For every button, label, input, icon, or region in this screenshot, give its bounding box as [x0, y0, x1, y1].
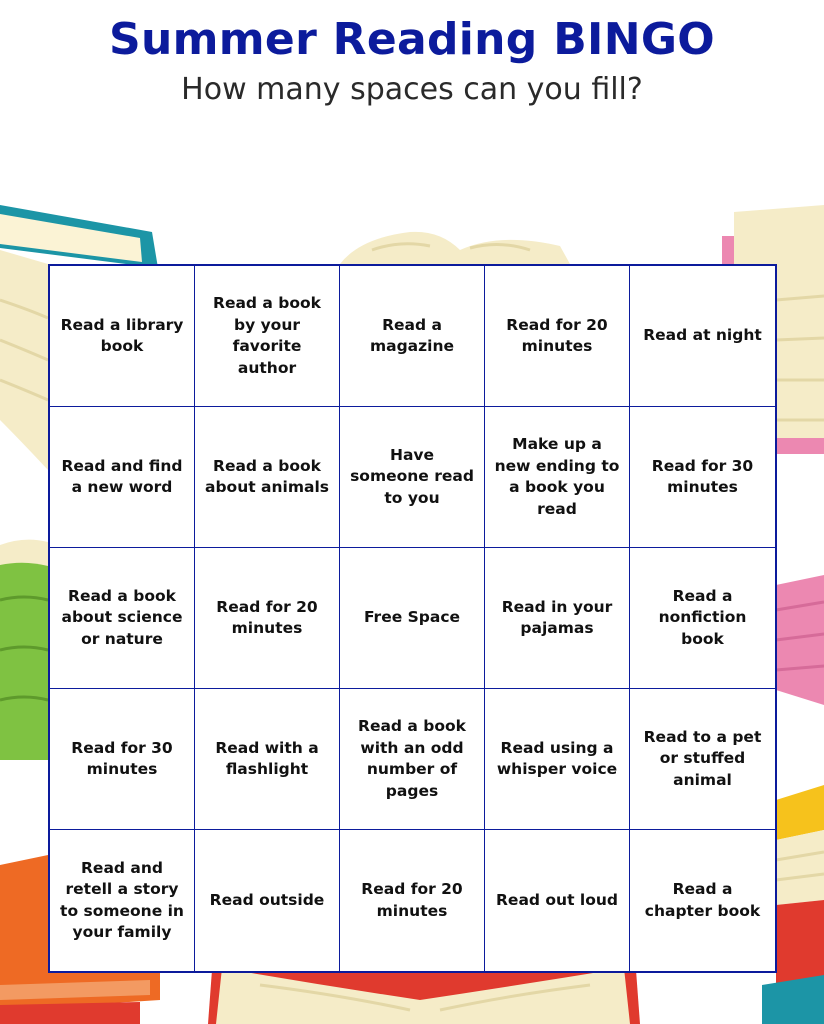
bingo-cell: Read and find a new word — [50, 407, 195, 548]
bingo-cell: Have someone read to you — [340, 407, 485, 548]
bingo-cell: Read a nonfiction book — [630, 548, 775, 689]
bingo-cell: Read a magazine — [340, 266, 485, 407]
bingo-cell: Read a book by your favorite author — [195, 266, 340, 407]
page-title: Summer Reading BINGO — [109, 14, 715, 65]
bingo-cell: Read for 20 minutes — [340, 830, 485, 971]
bingo-cell: Read a library book — [50, 266, 195, 407]
book-bottom-center-illustration — [208, 968, 640, 1024]
page-subtitle: How many spaces can you fill? — [181, 72, 643, 107]
bingo-cell: Read at night — [630, 266, 775, 407]
bingo-cell: Read a book about science or nature — [50, 548, 195, 689]
bingo-cell: Read using a whisper voice — [485, 689, 630, 830]
bingo-cell: Read a book with an odd number of pages — [340, 689, 485, 830]
bingo-cell: Read and retell a story to someone in your family — [50, 830, 195, 971]
bingo-cell: Read for 20 minutes — [485, 266, 630, 407]
bingo-board — [48, 264, 777, 973]
bingo-cell: Make up a new ending to a book you read — [485, 407, 630, 548]
bingo-cell: Read with a flashlight — [195, 689, 340, 830]
book-right-pink-illustration — [776, 575, 824, 705]
bingo-cell: Read to a pet or stuffed animal — [630, 689, 775, 830]
book-left-green-illustration — [0, 540, 48, 760]
bingo-cell: Read out loud — [485, 830, 630, 971]
bingo-cell: Read outside — [195, 830, 340, 971]
bingo-cell-free-space: Free Space — [340, 548, 485, 689]
bingo-cell: Read for 20 minutes — [195, 548, 340, 689]
bingo-cell: Read a book about animals — [195, 407, 340, 548]
book-top-center-illustration — [340, 232, 570, 264]
bingo-cell: Read for 30 minutes — [50, 689, 195, 830]
bingo-cell: Read a chapter book — [644, 880, 761, 920]
bingo-cell: Read for 30 minutes — [630, 407, 775, 548]
bingo-cell: Read in your pajamas — [485, 548, 630, 689]
